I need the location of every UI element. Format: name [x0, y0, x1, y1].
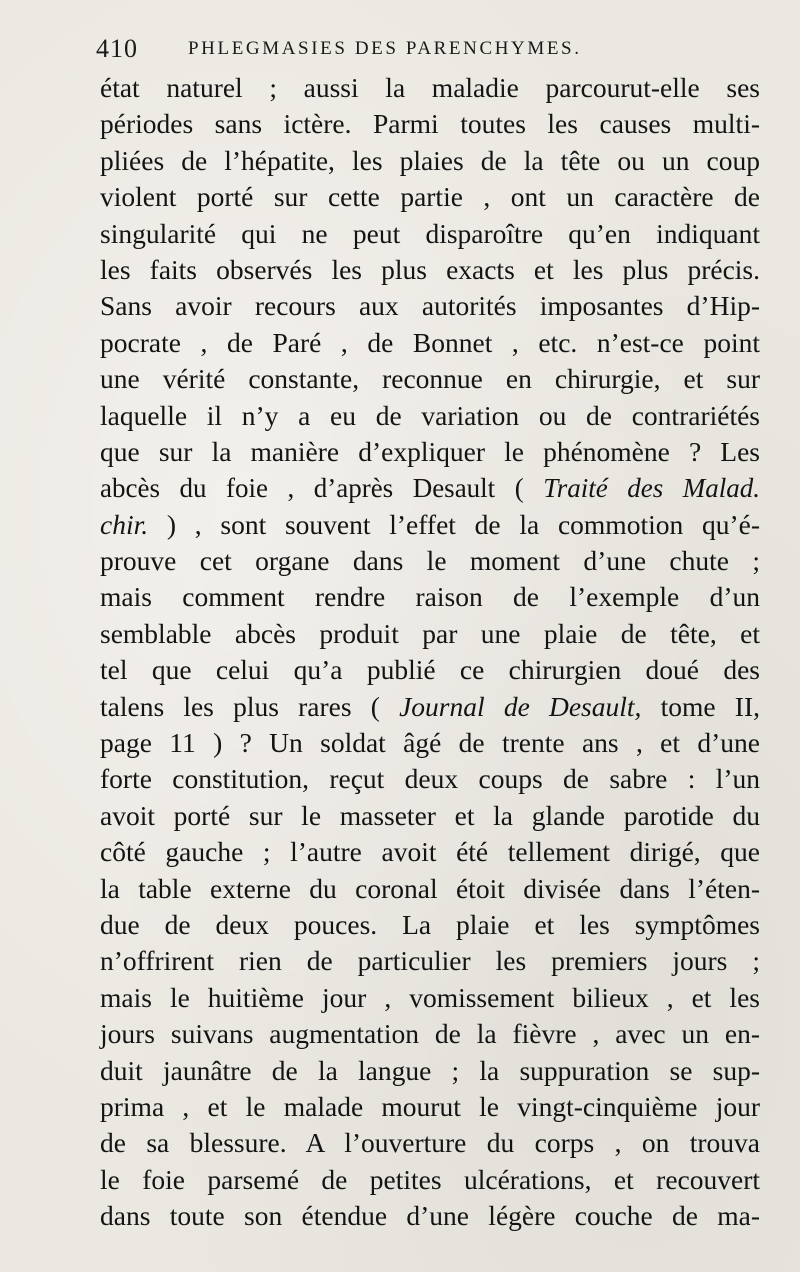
text-line: [100, 616, 760, 652]
text-run: semblable abcès produit par une plaie de tête, et: [100, 617, 760, 649]
text-run: une vérité constante, reconnue en chirurgie, et sur: [100, 363, 760, 395]
text-run: talens les plus rares (: [100, 690, 400, 722]
text-run: les faits observés les plus exacts et les plus précis.: [100, 253, 760, 285]
text-line: [100, 543, 760, 579]
text-line: [100, 398, 760, 434]
text-run: le foie parsemé de petites ulcérations, et recouvert: [100, 1163, 760, 1195]
text-line: [100, 725, 760, 761]
text-run: due de deux pouces. La plaie et les symptômes: [100, 908, 760, 940]
italic-text: Traité des Malad.: [543, 473, 760, 504]
text-run: n’offrirent rien de particulier les premiers jours ;: [100, 945, 760, 977]
text-run: côté gauche ; l’autre avoit été tellement dirigé, que: [100, 836, 760, 868]
page-number: 410: [96, 34, 138, 63]
text-line: [100, 361, 760, 397]
text-run: avoit porté sur le masseter et la glande parotide du: [100, 799, 760, 831]
text-run: violent porté sur cette partie , ont un caractère de: [100, 181, 760, 213]
text-run: singularité qui ne peut disparoître qu’en indiquant: [100, 217, 760, 249]
text-line: [100, 106, 760, 142]
text-line: [100, 216, 760, 252]
text-run: tome II,: [641, 690, 760, 722]
italic-text: chir.: [100, 508, 149, 540]
text-run: tel que celui qu’a publié ce chirurgien doué des: [100, 654, 760, 686]
text-run: pocrate , de Paré , de Bonnet , etc. n’est-ce point: [100, 326, 760, 358]
text-line: [100, 325, 760, 361]
text-line: [100, 980, 760, 1016]
text-line: [100, 834, 760, 870]
text-line: [100, 907, 760, 943]
text-run: de sa blessure. A l’ouverture du corps , on trouva: [100, 1127, 760, 1159]
text-run: que sur la manière d’expliquer le phénomène ? Les: [100, 435, 760, 467]
text-run: page 11 ) ? Un soldat âgé de trente ans , et d’une: [100, 727, 760, 759]
body-text: [100, 70, 760, 1235]
text-run: pliées de l’hépatite, les plaies de la tête ou un coup: [100, 144, 760, 176]
text-line: [100, 507, 760, 543]
text-run: jours suivans augmentation de la fièvre , avec un en-: [100, 1018, 760, 1050]
text-run: abcès du foie , d’après Desault (: [100, 473, 544, 504]
text-run: duit jaunâtre de la langue ; la suppuration se sup-: [100, 1054, 760, 1086]
text-run: Sans avoir recours aux autorités imposantes d’Hip-: [100, 290, 760, 322]
text-run: forte constitution, reçut deux coups de sabre : l’un: [100, 763, 760, 795]
text-line: [100, 1125, 760, 1161]
text-run: mais le huitième jour , vomissement bilieux , et les: [100, 981, 760, 1013]
text-line: [100, 1089, 760, 1125]
page-header: [96, 34, 716, 64]
text-run: état naturel ; aussi la maladie parcourut-elle ses: [100, 72, 760, 103]
text-run: ) , sont souvent l’effet de la commotion qu’é-: [148, 508, 760, 540]
text-line: [100, 798, 760, 834]
italic-text: Journal de Desault,: [399, 690, 642, 722]
text-line: [100, 652, 760, 688]
text-line: [100, 579, 760, 615]
text-run: prima , et le malade mourut le vingt-cinquième jour: [100, 1090, 760, 1122]
text-run: mais comment rendre raison de l’exemple d’un: [100, 581, 760, 613]
text-line: [100, 470, 760, 506]
running-title: PHLEGMASIES DES PARENCHYMES.: [188, 38, 582, 59]
text-run: périodes sans ictère. Parmi toutes les causes multi-: [100, 108, 760, 140]
text-run: laquelle il n’y a eu de variation ou de contrariétés: [100, 399, 760, 431]
text-run: dans toute son étendue d’une légère couche de ma-: [100, 1200, 760, 1232]
text-line: [100, 871, 760, 907]
text-line: [100, 143, 760, 179]
text-line: [100, 179, 760, 215]
text-line: [100, 252, 760, 288]
text-line: [100, 943, 760, 979]
text-line: [100, 434, 760, 470]
text-line: [100, 1053, 760, 1089]
text-line: [100, 1016, 760, 1052]
text-line: [100, 288, 760, 324]
text-line: [100, 70, 760, 106]
text-run: prouve cet organe dans le moment d’une chute ;: [100, 545, 760, 577]
text-line: [100, 689, 760, 725]
text-run: la table externe du coronal étoit divisée dans l’éten-: [100, 872, 760, 904]
text-line: [100, 761, 760, 797]
text-line: [100, 1198, 760, 1234]
text-line: [100, 1162, 760, 1198]
